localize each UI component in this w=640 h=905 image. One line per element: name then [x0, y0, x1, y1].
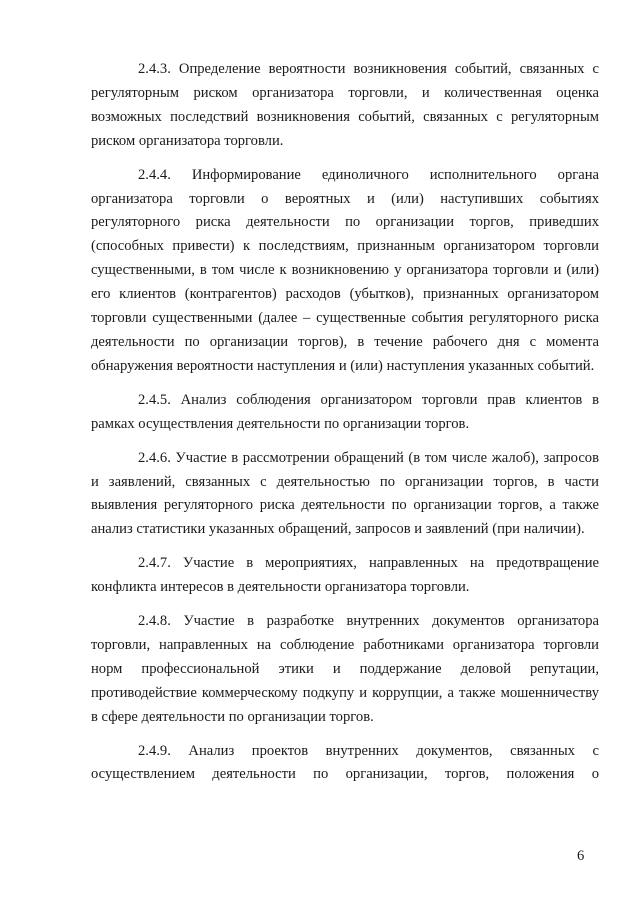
- document-body: [91, 58, 599, 797]
- paragraph-2-4-9: 2.4.9. Анализ проектов внутренних документов, связанных с осуществлением деятельности по организации, торгов, положения о: [91, 742, 599, 783]
- page-number: 6: [577, 848, 585, 864]
- paragraph-2-4-8: 2.4.8. Участие в разработке внутренних документов организатора торговли, направленных на соблюдение работниками организатора торговли норм профессиональной этики и поддержание деловой репутации, противодействие коммерческому подкупу и коррупции, а также мошенничеству в сфере деятельности по организации торгов.: [91, 613, 599, 725]
- paragraph-2-4-4: 2.4.4. Информирование единоличного исполнительного органа организатора торговли о вероятных и (или) наступивших событиях регуляторного риска деятельности по организации торгов, приведших (способных привести) к последствиям, признанным организатором торговли существенными, в том числе к возникновению у организатора торговли и (или) его клиентов (контрагентов) расходов (убытков), признанных организатором торговли существенными (далее – существенные события регуляторного риска деятельности по организации торгов), в течение рабочего дня с момента обнаружения вероятности наступления и (или) наступления указанных событий.: [91, 166, 599, 374]
- paragraph-2-4-7: 2.4.7. Участие в мероприятиях, направленных на предотвращение конфликта интересов в деятельности организатора торговли.: [91, 555, 599, 596]
- paragraph-2-4-6: 2.4.6. Участие в рассмотрении обращений (в том числе жалоб), запросов и заявлений, связанных с деятельностью по организации торгов, в части выявления регуляторного риска деятельности по организации торгов, а также анализ статистики указанных обращений, запросов и заявлений (при наличии).: [91, 449, 599, 538]
- paragraph-2-4-3: 2.4.3. Определение вероятности возникновения событий, связанных с регуляторным риском организатора торговли, и количественная оценка возможных последствий возникновения событий, связанных с регуляторным риском организатора торговли.: [91, 61, 599, 149]
- paragraph-2-4-5: 2.4.5. Анализ соблюдения организатором торговли прав клиентов в рамках осуществления деятельности по организации торгов.: [91, 391, 599, 432]
